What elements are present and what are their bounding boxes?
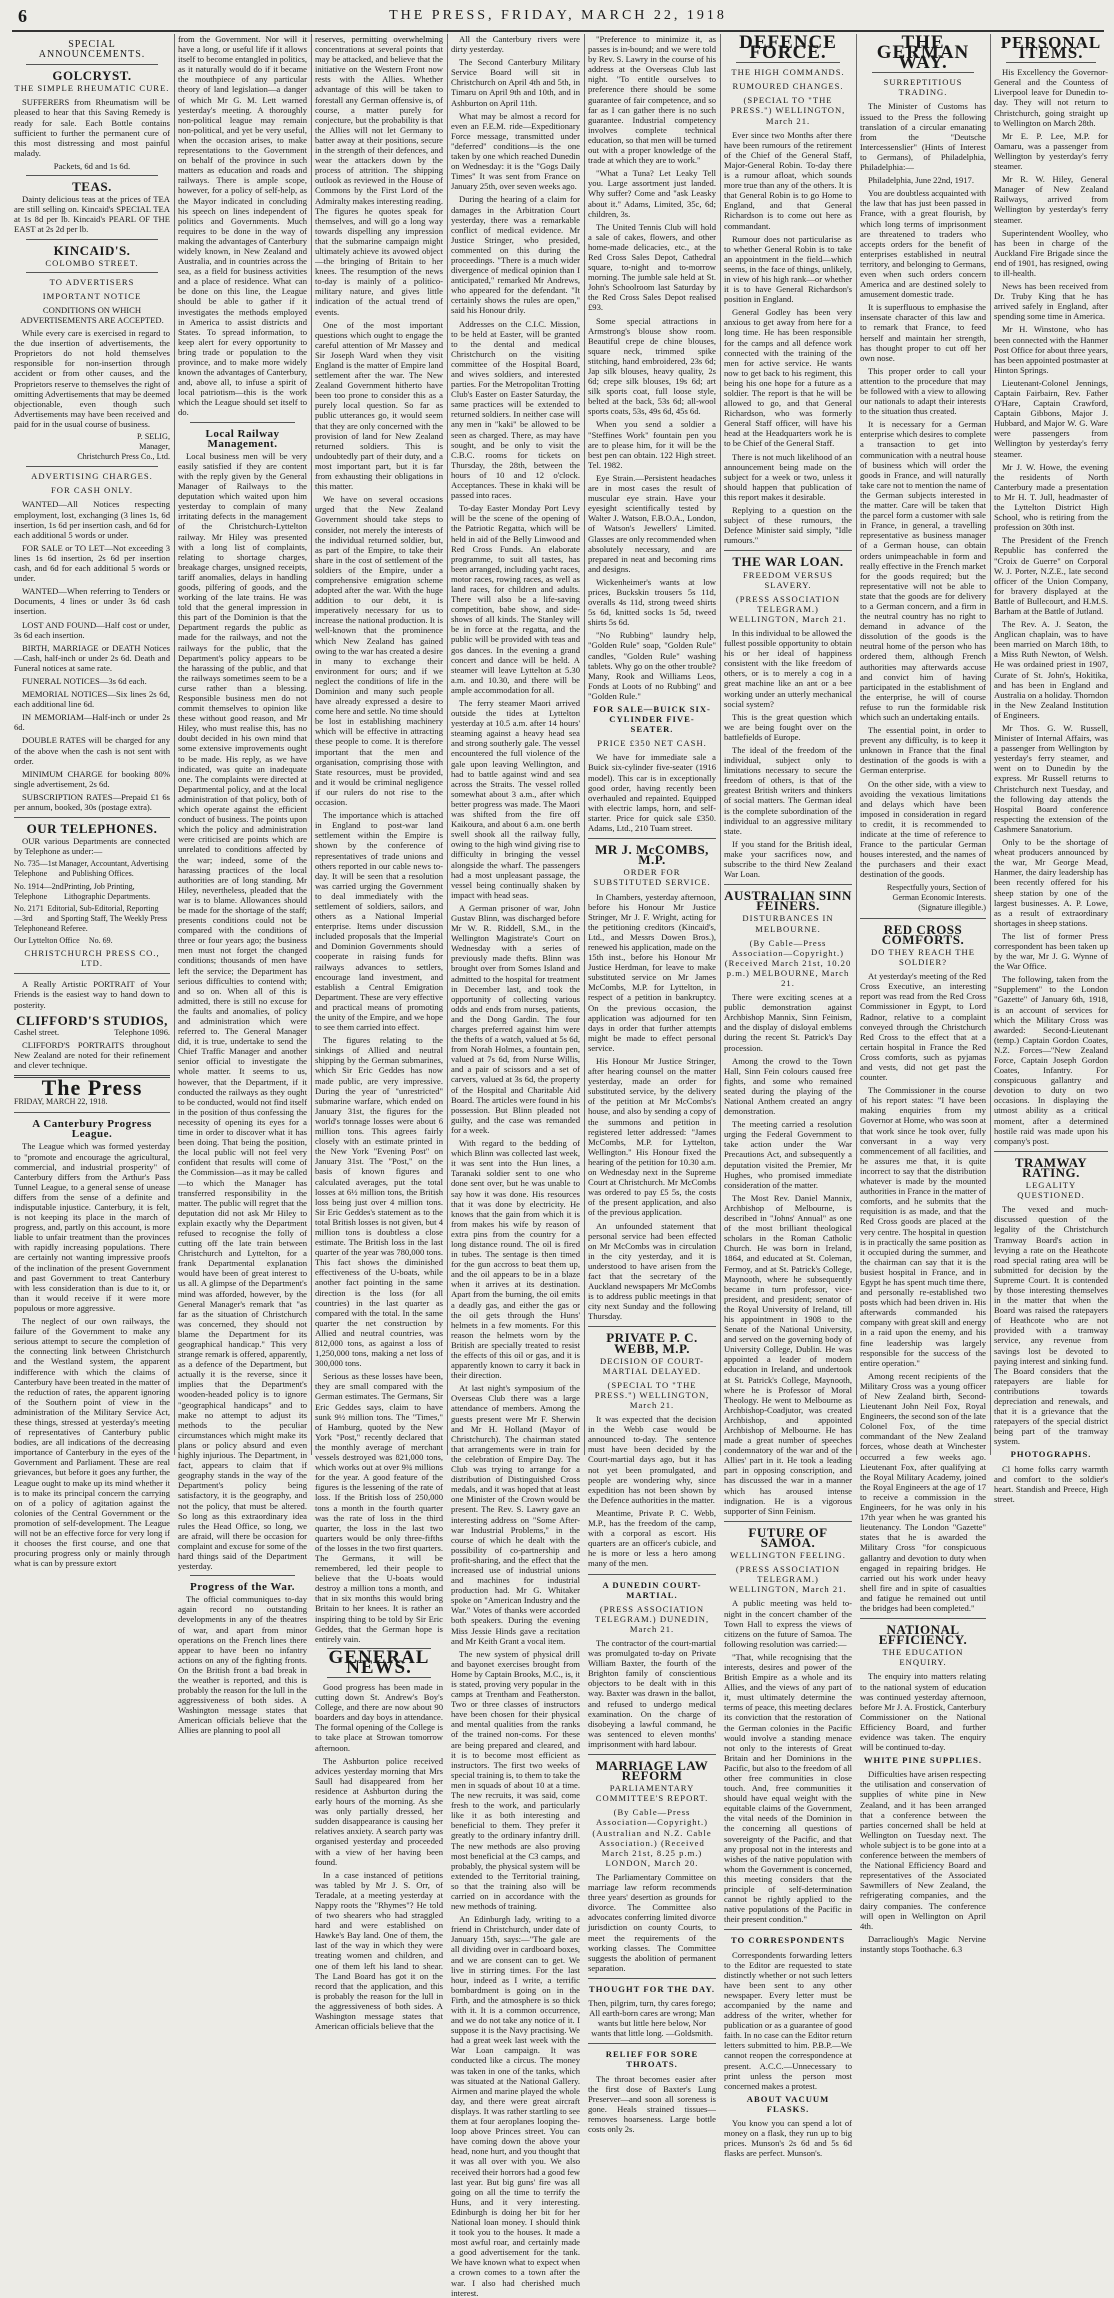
telephone-number: No. 1914—2nd Telephone: [14, 881, 64, 901]
advertisers-signature-role: Manager,: [139, 442, 170, 452]
charge-item: FOR SALE or TO LET—Not exceeding 3 lines 1s 6d insertion, 2s 6d per insertion cash, and 6d for each additional 5 words or under.: [14, 542, 170, 584]
article-paragraph: The Second Canterbury Military Service Board will sit in Christchurch on April 4th and 5th, in Timaru on April 9th and 10th, and in Ashburton on April 11th.: [451, 57, 580, 108]
samoa-title: FUTURE OF SAMOA.: [748, 1524, 828, 1550]
article-paragraph: from the Government. Nor will it have a long, or useful life if it allows itself to become entangled in politics, as it naturally would do if it became the mouthpiece of any particular theory of land legislation—a danger of which Mr G. M. Lett warned yesterday's meeting. A thoroughly non-political league may remain non-political, and yet be very useful, when the occasion arises, to make representations to the Government on behalf of the province in such matters as education and roads and railways. There is ample scope, however, for a policy of self-help, as the Mayor indicated in concluding his speech on lines independent of politics and Governments. Much requires to be done in the way of making the advantages of Canterbury widely known, in New Zealand and Australia, and in countries across the sea, as a field for business activities and a place of residence. What can be done on this line, the League should be able to gather if it investigates the methods employed in America to assist districts and States. To spread information, to keep alert for every opportunity to bring trade or population to the province, and to make more widely known the advantages of Canterbury, and, above all, to infuse a spirit of local patriotism—this is the work which the League should set itself to do.: [178, 34, 307, 418]
divider: [588, 1978, 716, 1979]
divider: [724, 1521, 852, 1522]
issue-date: FRIDAY, MARCH 22, 1918.: [14, 1097, 108, 1107]
article-paragraph: The official communiques to-day again record no outstanding developments in any of the theatres of war, and apart from minor operations on the French lines there appear to have been no infantry actions on any of the fighting fronts. On the British front a bad break in the weather is reported, and this is probably the reason for the lull in the aggressiveness of both sides. A Washington message states that American officials believe that the Allies are planning to pool all: [178, 1594, 307, 1736]
article-paragraph: Addresses on the C.I.C. Mission, to be held at Easter, will be granted to the dental and medical Christchurch on the visiting committee of the Hospital Board, and wives soldiers, and interested parties. For the Metropolitan Trotting Club's Easter on Easter Saturday, the same practices will be extended to returned soldiers. In neither case will any men in "kaki" be allowed to be seen as charged. There, as may have sought, and be only to visit the C.B.C. rooms for tickets on Thursday, the 28th, between the hours of 10 and 12 o'clock. Acceptances. These in khaki will be passed into races.: [451, 318, 580, 501]
charge-item: WANTED—When referring to Tenders or Documents, 4 lines or under 3s 6d cash insertion.: [14, 586, 170, 617]
article-paragraph: Mr J. W. Howe, the evening the residents of North Canterbury made a presentation to Mr H. T. Jull, headmaster of the Lyttelton District High School, who is retiring from the profession on 30th inst.: [994, 461, 1108, 533]
corr-body: Correspondents forwarding letters to the Editor are requested to state distinctly whether or not such letters have been sent to any other newspaper. Every letter must be accompanied by the name and address of the writer, whether for publication or as a guarantee of good faith. In no case can the Editor return letters submitted to him. P.B.P.—We cannot reopen the correspondence at present. A.C.C.—Unnecessary to print unless the person most concerned makes a protest.: [724, 1949, 852, 2091]
marriage-title: MARRIAGE LAW REFORM: [595, 1758, 709, 1784]
charge-item: FUNERAL NOTICES—3s 6d each.: [22, 675, 147, 686]
sinn-dateline: (By Cable—Press Association—Copyright.) (Received March 21st, 10.20 p.m.) MELBOURNE, March 21.: [724, 937, 852, 988]
kincaids-sub: COLOMBO STREET.: [45, 257, 139, 268]
column-7: [860, 32, 986, 1954]
webb-sub: DECISION OF COURT-MARTIAL DELAYED.: [599, 1355, 705, 1376]
article-title: A Canterbury Progress League.: [32, 1118, 152, 1141]
darragh-ad: Darracliough's Magic Nervine instantly stops Toothache. 6.3: [860, 1933, 986, 1954]
article-paragraph: A public meeting was held to-night in the concert chamber of the Town Hall to express the views of citizens on the future of Samoa. The following resolution was carried:—: [724, 1598, 852, 1649]
mccombs-title: MR J. McCOMBS, M.P.: [595, 842, 709, 868]
article-paragraph: In a case instanced of petitions was tabled by Mr J. S. Orr, of Teradale, at a meeting yesterday at Nappy roots the "Rhymes"? He told of two shearers who had straggled hard and were established on Hawke's Bay land. One of them, the last of the way in which they were treating women and children, and one of them left his land to shear. The Land Board has got it on the record that the application, and this is probably the reason for the lull in the aggressiveness of both sides. A Washington message states that American officials believe that the: [315, 1869, 443, 2032]
article-paragraph: The ferry steamer Maori arrived outside the tides at Lyttelton yesterday at 10.5 a.m. after 14 hours' steaming against a heavy head sea and strong southerly gale. The vessel encountered the full violence of the gale upon leaving Wellington, and had to battle against wind and sea across the Straits. The vessel rolled somewhat about 3 a.m., after which better progress was made. The Maori was shifted from the fire off Kaikoura, and about 6 a.m. one berth swell shook all the railway fully, owing to the high wind giving rise to difficulty in bringing the vessel alongside the wharf. The passengers had a most unpleasant passage, the vessel being continually shaken by impact with head seas.: [451, 698, 580, 900]
divider: [588, 2043, 716, 2044]
warloan-dateline: (PRESS ASSOCIATION TELEGRAM.) WELLINGTON, March 21.: [729, 593, 847, 624]
article-paragraph: The Rev. A. J. Seaton, the Anglican chaplain, was to have been married on March 18th, to a Miss Ruth Newton, of Welsh. He was ordained priest in 1907, Curate of St. John's, Hokitika, and has been in England and Australia on a holiday. Thorndon in the New Zealand Institution of Engineers.: [994, 619, 1108, 720]
divider: [26, 466, 158, 467]
article-paragraph: An unfounded statement that personal service had been effected on Mr McCombs was in circulation in the city yesterday, and it is understood to have arisen from the fact that the secretary of the Auckland newspapers Mr McCombs is to address public meetings in that city next Sunday and the following Thursday.: [588, 1220, 716, 1322]
tramway-sub: LEGALITY QUESTIONED.: [1017, 1180, 1085, 1201]
redcross-title: RED CROSS COMFORTS.: [881, 921, 965, 947]
telephones-title: OUR TELEPHONES.: [26, 821, 158, 837]
tramway-title: TRAMWAY RATING.: [1014, 1154, 1088, 1180]
article-paragraph: Among recent recipients of the Military Cross was a young officer of New Zealand birth, Second-Lieutenant John Neil Fox, Royal Engineers, the second son of the late Colonel Fox, of the time commandant of the New Zealand forces, whose death at Winchester occurred a few weeks ago. Lieutenant Fox, after qualifying at the Royal Military Academy, joined the Royal Engineers at the age of 17 to receive a commission in the Engineers, for he was only in his 17th year when he was granted his lieutenancy. The London "Gazette" states that he is awarded the Military Cross "for conspicuous gallantry and devotion to duty when engaged in repairing bridges. He carried out his work under heavy shell fire and in spite of casualties and fatigue he remained out until the bridges had been completed.": [860, 1370, 986, 1613]
charges-title: ADVERTISING CHARGES.: [31, 471, 153, 482]
german-title: THE GERMAN WAY.: [876, 32, 970, 74]
defence-sub: THE HIGH COMMANDS.: [731, 67, 845, 78]
article-paragraph: To-day Easter Monday Port Levy will be the scene of the opening of the Patriotic Regatta, which will be held in aid of the Belly Linwood and Red Cross Funds. An elaborate programme, to suit all tastes, has been arranged, including yacht races, motor races, rowing races, as well as land races, for children and adults. There will also be a life-saving competition, babe show, and side-shows of all kinds. The Stanley will be in force at the regatta, and the public will be provided with teas and gos dances. In the evening a grand concert and dance will be held. A steamer will leave Lyttelton at 5.30 a.m. and 10.30, and there will be ample accommodation for all.: [451, 503, 580, 695]
article-paragraph: Good progress has been made in cutting down St. Andrew's Boy's College, and there are now about 90 boarders and day boys in attendance. The formal opening of the College is to take place at Strowan tomorrow afternoon.: [315, 1682, 443, 1753]
advertisers-signature: P. SELIG,: [137, 432, 170, 441]
telephones-company: CHRISTCHURCH PRESS CO., LTD.: [24, 948, 160, 969]
photos-body: Cl home folks carry warmth and comfort to the soldier's heart. Standish and Preece, High street.: [994, 1463, 1108, 1504]
article-paragraph: Lieutenant-Colonel Jennings, Captain Fairbairn, Rev. Father O'Hare, Captain Crawford, Captain Gibbons, Major J. Hubbard, and Major W. G. Ware were passengers from Wellington by yesterday's ferry steamer.: [994, 377, 1108, 459]
warloan-sub: FREEDOM VERSUS SLAVERY.: [742, 569, 833, 590]
charge-item: DOUBLE RATES will be charged for any of the above when the cash is not sent with order.: [14, 735, 170, 766]
telephone-row: [14, 936, 170, 946]
divider: [724, 884, 852, 885]
divider: [14, 973, 170, 974]
running-header: THE PRESS, FRIDAY, MARCH 22, 1918: [389, 8, 727, 23]
column-rule: [584, 34, 585, 1455]
article-paragraph: What may be almost a record for even an F.E.M. ride—Expeditionary Force message, transmitted under "deferred" conditions—is the one taken by one which reached Dunedin on Wednesday: it is the "Gogs Daily Times" It was sent from France on January 25th, over seven weeks ago.: [451, 110, 580, 192]
article-paragraph: Among the crowd to the Town Hall, Sinn Fein colours caused free fights, and some who remained seated during the playing of the National Anthem created an angry demonstration.: [724, 1055, 852, 1117]
charges-sub: FOR CASH ONLY.: [51, 485, 133, 496]
article-paragraph: The essential point, in order to prevent any difficulty, is to keep it unknown in France that the final destination of the goods is with a German enterprise.: [860, 725, 986, 776]
white-pine-body: Difficulties have arisen respecting the utilisation and conservation of supplies of white pine in New Zealand, and it has been arranged that a conference between the parties concerned shall be held at Wellington on Tuesday next. The whole subject is to be gone into at a conference between the members of the National Efficiency Board and representatives of the Associated Sawmillers of New Zealand, the refrigerating companies, and the dairy companies. The conference will open in Wellington on April 4th.: [860, 1769, 986, 1931]
column-rule: [174, 34, 175, 1455]
article-paragraph: This is the great question which we are being fought over on the battlefields of Europe.: [724, 711, 852, 742]
webb-dateline: (SPECIAL TO "THE PRESS.") WELLINGTON, March 21.: [594, 1379, 710, 1410]
relief-body: The throat becomes easier after the first dose of Baxter's Lung Preserver—and soon all soreness is gone. Heals strained tissues—removes hoarseness. Large bottle costs only 2s.: [588, 2073, 716, 2134]
sinn-sub: DISTURBANCES IN MELBOURNE.: [742, 913, 834, 934]
charge-item: SUBSCRIPTION RATES—Prepaid £1 6s per annum, booked, 30s (postage extra).: [14, 791, 170, 812]
article-paragraph: Meantime, Private P. C. Webb, M.P., has the freedom of the camp, with a corporal as escort. His quarters are an officer's cubicle, and he is more or less a hero among many of the men.: [588, 1507, 716, 1569]
article-paragraph: During the hearing of a claim for damages in the Arbitration Court yesterday, there was a remarkable conflict of medical evidence. Mr Justice Stringer, who presided, commented on this during the proceedings. "There is a much wider divergence of medical opinion than I anticipated," remarked Mr Andrews, who appeared for the defendant. "It certainly shows the rules are open," said his Honour drily.: [451, 194, 580, 316]
column-rule: [856, 34, 857, 1455]
cliffords-address: Cashel street.: [14, 1027, 60, 1037]
article-paragraph: Wickenheimer's wants at low prices, Buckskin trousers 5s 11d, overalls 4s 11d, strong tweed shirts 5s 6d, knitted socks 1s 5d, tweed shirts 5s 6d.: [588, 576, 716, 628]
divider: [14, 1112, 170, 1113]
divider: [26, 272, 158, 273]
telephone-number: No. 2171—3rd Telephone: [14, 903, 48, 933]
tramway-body: The vexed and much-discussed question of the legality of the Christchurch Tramway Board's action in levying a rate on the Heathcote road special rating area will be submitted for decision by the Supreme Court. It is contended by those interesting themselves in the matter that when the Board was raised the ratepayers of Heathcote who are not provided with a tramway service, any revenue from savings lost be devoted to paying interest and sinking fund. The Board considers that the ratepayers are liable for contributions towards depreciation and renewals, and that it is a grievance that the ratepayers of the special district being part of the tramway system.: [994, 1204, 1108, 1447]
article-paragraph: reserves, permitting overwhelming concentrations at several points that may be attacked, and believe that the initiative on the Western Front now rests with the Allies. Whether advantage of this will be taken to forestall any German offensive is, of course, a matter purely for conjecture, but the probability is that the Allies will not let Germany to batter away at their positions, secure in the strength of their defences, and wear the attackers down by the process of attrition. The shipping outlook as reviewed in the House of Commons by the First Lord of the Admiralty makes interesting reading. The figures he quotes speak for themselves, and will go a long way towards dispelling any impression that the submarine campaign might ultimately achieve its avowed object—the bringing of Britain to her knees. The resumption of the news to-day is mainly of a politico-military nature, and gives little indication of the actual trend of events.: [315, 34, 443, 317]
golcryst-price: Packets, 6d and 1s 6d.: [53, 160, 131, 171]
charge-item: WANTED—All Notices respecting employment, lost, exchanging (3 lines 1s, 6d insertion, 1s 6d per insertion cash, and 6d for each additional 5 words or under.: [14, 499, 170, 540]
forsale-title: FOR SALE—BUICK SIX-CYLINDER FIVE-SEATER.: [593, 704, 711, 735]
column-2: [178, 34, 307, 1736]
national-body: The enquiry into matters relating to the national system of education was continued yesterday afternoon, before Mr J. A. Frostick, Canterbury Commissioner on the National Efficiency Board, and further evidence was taken. The enquiry will be continued to-day.: [860, 1671, 986, 1753]
divider: [1006, 62, 1096, 63]
marriage-dateline: (By Cable—Press Association—Copyright.) (Australian and N.Z. Cable Association.) (Received March 21st, 8.25 p.m.) LONDON, March 20.: [592, 1807, 712, 1868]
article-paragraph: The Minister of Customs has issued to the Press the following translation of a circular emanating from the "Deutsche Intercessenslier" (Hints of Interest to Germans), of Philadelphia, Philadelphia:—: [860, 101, 986, 173]
column-3: [315, 34, 443, 2032]
samoa-sub: WELLINGTON FEELING.: [730, 1550, 846, 1561]
article-paragraph: Serious as these losses have been, they are small compared with the German estimates. The Germans, Sir Eric Geddes says, claim to have sunk 9½ million tons. The "Times," of Hamburg, quoted by the New York "Post," recently declared that the monthly average of merchant vessels destroyed was 821,000 tons, which works out at over 9¾ millions for the year. A good feature of the figures is the lessening of the rate of loss. If the British loss of 250,000 tons a month in the fourth quarter was the rate of loss in the third quarter, the loss in the last two quarters would be only three-fifths of the losses in the two first quarters. The Germans, it will be remembered, led their people to believe that the U-boats would destroy a million tons a month, and that in six months this would bring Britain to her knees. It is rather an inspiring thing to be told by Sir Eric Geddes, that the German hope is entirely vain.: [315, 1371, 443, 1644]
teas-body: Dainty delicious teas at the prices of TEA are still selling on. Kincaid's SPECIAL TEA at 1s 8d per lb. Kincaid's PEARL OF THE EAST at 2s 2d per lb.: [14, 194, 170, 235]
defence-sub2: RUMOURED CHANGES.: [732, 81, 844, 92]
article-paragraph: General Godley has been very anxious to get away from here for a long time. He has been responsible for the camps and all defence work connected with the training of the men for active service. He wants now to get back to his regiment, this being his one hope for a future as a soldier. The report is that he will be allowed to go, and that General Richardson, who was formerly General Staff officer, will have his head at the Headquarters work he is to be Chief of the General Staff.: [724, 307, 852, 449]
marriage-body: The Parliamentary Committee on marriage law reform recommends three years' desertion as grounds for divorce. The Committee also advocates conferring limited divorce jurisdiction on county Courts, to meet the requirements of the working classes. The Committee suggests the abolition of permanent separation.: [588, 1871, 716, 1973]
article-paragraph: The contractor of the court-martial was promulgated to-day on Private William Baxter, the fourth of the Brighton family of conscientious objectors to be dealt with in this way. Baxter was drawn in the ballot, and refused to undergo medical examination. On the charge of disobeying a lawful command, he was sentenced to eleven months' imprisonment with hard labour.: [588, 1637, 716, 1749]
masthead: [12, 4, 1104, 32]
article-paragraph: With regard to the bedding of which Blinn was collected last week, it was sent into the Hun lines, a Taranaki soldier sent to one who done sent over, but he was unable to say how it was done. His resources that it was done by electricity. He knows that the gain from which it is from makes his wife by reason of extra pins from the country for a long distance round. The oil is fired in tubes. The sentage is then timed for the gun accross to beat them up, and the oil appears to be in a blaze when it arrives at its destination. Apart from the burning, the oil emits a deadly gas, and either the gas or the oil gets through the Huns' helmets in a few moments. For this reason the helmets worn by the British are specially treated to resist the effects of this oil or gas, and it is apparently known to carry it back in their direction.: [451, 1138, 580, 1381]
divider: [26, 64, 158, 65]
article-paragraph: We have on several occasions urged that the New Zealand Government should take steps to consider, not merely the interests of the individual returned soldier, but, as part of the Empire, to take their share in the cost of settlement of the soldiers of the Empire, under a comprehensive emigration scheme adopted after the war. With the huge addition to our debt, it is imperatively necessary for us to increase the national production. It is well-known that the prominence which New Zealand has gained owing to the war has created a desire in many to exchange their environment for ours; and if we neglect the conditions of life in the Dominion and many such people have already expressed a desire to come here and settle. No time should be lost in establishing machinery which will be effective in attracting these people to come. It is therefore important that the men and organisation, comprising those with State resources, must be provided, and it would be criminal negligence if our rulers do not rise to the occasion.: [315, 494, 443, 808]
golcryst-body: SUFFERERS from Rheumatism will be pleased to hear that this Saving Remedy is ready for sale. Each Bottle contains sufficient to further the permanent cure of this most distressing and most painful malady.: [14, 97, 170, 158]
article-paragraph: Mr R. W. Hiley, General Manager of New Zealand Railways, arrived from Wellington by yesterday's ferry steamer.: [994, 174, 1108, 225]
photos-title: PHOTOGRAPHS.: [1010, 1449, 1092, 1460]
telephone-dept: Printing, Job Printing, Lithographic Departments.: [63, 881, 151, 901]
article-paragraph: It is necessary for a German enterprise which desires to complete a transaction to get into communication with a neutral house of business which will order the goods in France, and will naturally take care not to mention the name of the German subjects interested in the matter. Care will be taken that the parcel form a customer with sale in France, in general, a travelling representative as business manager of a German house, can obtain orders unimpeachable in form and really effective in the French market for the goods required; but the representative will not be able to state that the goods are for delivery to a German concern, and a firm in the neutral country has no right to demand in advance of the dissolution of the goods is the neutral home of the person who has ordered them, although French authorities may afterwards accuse and convict him of having participated in the establishment of the enterprise, he will of course refuse to run the formidable risk which such an undertaking entails.: [860, 419, 986, 722]
personal-title: PERSONAL ITEMS.: [1000, 33, 1102, 63]
article-paragraph: The neglect of our own railways, the failure of the Government to make any serious attempt to secure the completion of the connecting link between Christchurch and the Westland system, the apparent indifference with which the claims of Canterbury have been treated in the matter of the reduction of rates, the apparent ignoring of the Southern point of view in the administration of the Military Service Act, these things, stressed at yesterday's meeting of representatives of Canterbury public bodies, are all indications of the decreasing importance of Canterbury in the eyes of the Government and Parliament. These are real grievances, but before it goes any further, the League ought to make up its mind whether it is to make its principal concern the carrying on of a policy of agitation against the colonies of the Central Government or the promotion of self-development. The League will not be an effective force for very long if it chooses the first course, and one that procuring progress only or mainly through what is can by pressure extort: [14, 1316, 170, 1569]
advertisers-heading: CONDITIONS ON WHICH ADVERTISEMENTS ARE ACCEPTED.: [20, 304, 164, 325]
column-4: [451, 34, 580, 2298]
webb-title: PRIVATE P. C. WEBB, M.P.: [606, 1330, 698, 1356]
article-paragraph: At last night's symposium of the Overseas Club there was a large attendance of members. Among the guests present were Mr F. Sherwin and Mr H. Holland (Mayor of Christchurch). The chairman stated that arrangements were in train for the celebration of Empire Day. The Club was trying to arrange for a distribution of Distinguished Cross medals, and it was hoped that at least one Minister of the Crown would be present. The Rev. S. Lawry gave an interesting address on "Some After-war Industrial Problems," in the course of which he dealt with the possibility of co-partnership and profit-sharing, and the effect that the increased use of industrial unions and machines for industrial production had. Mr G. Whitaker spoke on "American Industry and the War." Votes of thanks were accorded both speakers. During the evening Miss Jessie Hinds gave a recitation and Mr Keith Grant a vocal item.: [451, 1383, 580, 1646]
samoa-dateline: (PRESS ASSOCIATION TELEGRAM.) WELLINGTON, March 21.: [729, 1564, 847, 1595]
forsale-price: PRICE £350 NET CASH.: [597, 738, 707, 749]
divider: [190, 422, 295, 423]
divider: [860, 918, 986, 919]
article-paragraph: There is not much likelihood of an announcement being made on the subject for a week or two, unless it should happen that publication of this report makes it desirable.: [724, 451, 852, 502]
advertisers-company: Christchurch Press Co., Ltd.: [77, 452, 170, 462]
article-paragraph: Mr H. Winstone, who has been connected with the Hanmer Post Office for about three years, has been appointed postmaster at Hinton Springs.: [994, 324, 1108, 375]
german-sub: SURREPTITIOUS TRADING.: [883, 77, 963, 98]
dunedin-title: A DUNEDIN COURT-MARTIAL.: [602, 1579, 702, 1600]
article-paragraph: The importance which is attached in England to post-war land settlement within the Empire is shown by the conference of representatives of trade unions and others reported in our cable news to-day. It will be seen that a resolution was carried urging the Government to deal immediately with the settlement of soldiers, sailors, and others as a National Imperial enterprise. Items under discussion included proposals that the Imperial and Dominion Governments should cooperate in raising funds for railways advances to settlers, encourage land investment, and establish a Central Emigration Department. These are very effective and practical means of promoting the unity of the Empire, and we hope to see them carried into effect.: [315, 810, 443, 1033]
article-paragraph: "That, while recognising that the interests, desires and power of the British Empire as a whole and its Allies, and the views of any part of it, must ultimately determine the terms of peace, this meeting declares its conviction that the restoration of the German colonies in the Pacific would involve a standing menace not only to the interests of Great Britain and her Dominions in the Pacific, but also to the freedom of all other free communities in close touch. And, free communities it should have equal weight with the equitable claims of the Government, the vital needs of the Dominion in the concerning all questions of sovereignty of the Pacific, and that any proposal not in the interests and wishes of the native population with whom the Government is concerned, this meeting considers that the principle of self-determination cannot be rightly applied to the native populations of the Pacific in their present condition.": [724, 1651, 852, 1925]
article-paragraph: The figures relating to the sinkings of Allied and neutral shipping by the German submarines, which Sir Eric Geddes has now made public, are very impressive. During the year of "unrestricted" submarine warfare, which ended on January 31st, the figures for the world's tonnage losses were about 6 million tons. This agrees fairly closely with an estimate printed in the New York "Evening Post" on January 31st. The "Post," on the basis of known figures and calculated averages, put the total losses at 6½ million tons, the British loss being just over 4 million tons. Sir Eric Geddes's statement as to the total British losses is not given, but 4 million tons is doubtless a close estimate. The British loss in the last quarter of the year was 780,000 tons. This fact shows the diminished effectiveness of the U-boats, while another fact pointing in the same direction is the loss (for all countries) in the last quarter as compared with the total. In the same quarter the net construction by Allied and neutral countries, was 812,000 tons, as against a loss of 1,250,000 tons, making a net loss of 300,000 tons.: [315, 1035, 443, 1369]
forsale-body: We have for immediate sale a Buick six-cylinder five-seater (1916 model). This car is in exceptionally good order, having recently been overhauled and repainted. Equipped with electric lamps, horn, and self-starter. Price for quick sale £350. Adams, Ltd., 210 Tuam street.: [588, 752, 716, 834]
article-paragraph: You are doubtless acquainted with the law that has just been passed in France, with a great flourish, by which long terms of imprisonment are threatened to traders who accepts orders for the benefit of enterprises established in neutral territory, and belonging to Germans, even when such orders concern America and are destined solely to amusement domestic trade.: [860, 188, 986, 300]
article-paragraph: The President of the French Republic has conferred the "Croix de Guerre" on Corporal W. J. Porter, N.Z.E., late second officer of the Union Company, for bravery displayed at the Battle of Bullecourt, and H.M.S. Barham at the Battle of Jutland.: [994, 535, 1108, 616]
general-news-title: GENERAL NEWS.: [328, 1646, 430, 1678]
telephone-dept: Manager, Accountant, Advertising and Publishing Offices.: [58, 859, 169, 879]
divider: [588, 838, 716, 839]
article-paragraph: If you stand for the British ideal, make your sacrifices now, and subscribe to the third New Zealand War Loan.: [724, 838, 852, 880]
german-signature: Respectfully yours, Section of German Economic Interests. (Signature illegible.): [886, 882, 986, 912]
article-paragraph: Rumour does not particularise as to whether General Robin is to take an appointment in the field—which seems, in the face of things, unlikely, in view of his high rank—or whether it is to have General Richardson's position in England.: [724, 233, 852, 305]
vacuum-title: ABOUT VACUUM FLASKS.: [746, 2093, 830, 2114]
article-paragraph: The United Tennis Club will hold a sale of cakes, flowers, and other home-made delicacies, etc., at the Red Cross Sales Depot, Cathedral square, to-night and to-morrow morning. The jumble sale held at St. John's Schoolroom last Saturday by the Red Cross Sales Depot realised £93.: [588, 221, 716, 313]
teas-title: TEAS.: [72, 179, 112, 195]
special-announcements-heading: SPECIAL ANNOUNCEMENTS.: [38, 39, 146, 61]
advertisers-title: TO ADVERTISERS: [49, 276, 135, 287]
divider: [26, 239, 158, 240]
telephone-row: [14, 859, 170, 879]
dunedin-dateline: (PRESS ASSOCIATION TELEGRAM.) DUNEDIN, March 21.: [594, 1603, 710, 1634]
column-5: [588, 34, 716, 2134]
article-paragraph: Some special attractions in Armstrong's blouse show room. Beautiful crepe de chine blouses, square neck, trimmed spike stitching, hand embroidered, 23s 6d; Jap silk blouses, heavy quality, 2s 6d; crepe silk blouses, 19s 6d; art silk sports coat, full loose style, belted at the back, 53s 6d; all-wool sports coats, 53s, 49s 6d, 45s 6d.: [588, 315, 716, 417]
divider: [588, 1326, 716, 1327]
thought-body: Then, pilgrim, turn, thy cares forego; All earth-born cares are wrong; Man wants but little here below, Nor wants that little long. —Goldsmith.: [588, 1997, 716, 2039]
cliffords-body: CLIFFORD'S PORTRAITS throughout New Zealand are noted for their refinement and clever technique.: [14, 1039, 170, 1070]
article-paragraph: His Honour Mr Justice Stringer, after hearing counsel on the matter yesterday, made an order for substituted service, by the delivery of the petition at Mr McCombs's house, and also by sending a copy of the summons and petition in registered letter addressed: "James McCombs, M.P. for Lyttelton, Wellington." His Honour fixed the hearing of the petition for 10.30 a.m. on Wednesday next in the Supreme Court at Christchurch. Mr McCombs was ordered to pay £5 5s, the costs of the present application, and also of the previous application.: [588, 1056, 716, 1218]
article-paragraph: "No Rubbing" laundry help, "Golden Rule" soap, "Golden Rule" candles, "Golden Rule" washing tablets. Why go on the other trouble? Many, Rook and Williams Leos, Fonds at Loots of no Rubbing" and "Golden Rule.": [588, 630, 716, 701]
article-paragraph: News has been received from Dr. Truby King that he has arrived safely in England, after spending some time in America.: [994, 281, 1108, 322]
relief-title: RELIEF FOR SORE THROATS.: [605, 2049, 699, 2070]
article-paragraph: This proper order to call your attention to the procedure that may be followed with a view to allowing our nationals to adapt their interests to the situation thus created.: [860, 365, 986, 417]
defence-dateline: (SPECIAL TO "THE PRESS.") WELLINGTON, March 21.: [730, 95, 846, 126]
column-rule: [447, 34, 448, 1455]
article-paragraph: It is superfluous to emphasise the insensate character of this law and to remark that France, to feed herself and maintain her strength, has thought proper to cut off her own nose.: [860, 302, 986, 363]
thought-title: THOUGHT FOR THE DAY.: [588, 1983, 716, 1994]
telephone-row: [14, 882, 170, 902]
divider: [588, 1574, 716, 1575]
divider: [190, 1575, 295, 1576]
telephone-dept: No. 69.: [88, 936, 113, 946]
article-paragraph: "Preference to minimize it, as passes is in-bound; and we were told by Rev. S. Lawry in the course of his address at the Overseas Club last night. "To entitle ourselves to preference there should be some guarantee of fair competence, and so far as I can gather there is no such guarantee. Industrial competency involves complete technical education, so that men will be turned out with a proper knowledge of the trade at which they are to work.": [588, 34, 716, 166]
article-paragraph: "What a Tuna? Let Leaky Tell you. Large assortment just landed. Why suffer? Come and "ask Leasky about it." Adams, Limited, 35c, 6d; children, 3s.: [588, 168, 716, 219]
article-paragraph: The list of former Press correspondent has been taken up by the war, Mr J. G. Wynne of the War Office.: [994, 930, 1108, 972]
charge-item: BIRTH, MARRIAGE or DEATH Notices—Cash, half-inch or under 2s 6d. Death and Funeral notices at same rate.: [14, 642, 170, 673]
article-paragraph: The meeting carried a resolution urging the Federal Government to take action under the War Precautions Act, and subsequently a deputation visited the Premier, Mr Hughes, who promised immediate consideration of the matter.: [724, 1119, 852, 1190]
charge-item: LOST AND FOUND—Half cost or under, 3s 6d each insertion.: [14, 619, 170, 640]
kincaids-title: KINCAID'S.: [53, 242, 131, 258]
article-paragraph: The new system of physical drill and bayonet exercises brought from Home by Captain Brooks, M.C., is, it is stated, proving very popular in the camps at Trentham and Featherston. Two or three classes of instructors have been chosen for their physical and mental qualities from the ranks of the trained non-coms. For these are being prepared and cleared, and it is to become most efficient as instructors. The first two weeks of special training is, to them to take the men in squads of about 10 at a time. The new recruits, it was said, come fresh to the work, and particularly like it as both interesting and beneficial to them. They prefer it greatly to the ordinary infantry drill. The new methods are also proving most beneficial at the C3 camps, and probably, the physical system will be extended to the Territorial training, so that the training also will be carried on in accordance with the new methods of training.: [451, 1648, 580, 1912]
article-paragraph: There were exciting scenes at a public demonstration against Archbishop Mannix, Sinn Feinism, and the display of disloyal emblems during the recent St. Patrick's Day procession.: [724, 992, 852, 1053]
article-paragraph: In this individual to be allowed the fullest possible opportunity to obtain his or her ideal of happiness consistent with the like freedom of others, or is to merely a cog in a great machine like an ant or a bee working under an utterly mechanical social system?: [724, 627, 852, 709]
article-paragraph: One of the most important questions which ought to engage the careful attention of Mr Massey and Sir Joseph Ward when they visit England is the matter of Empire land settlement after the war. The New Zealand Government hitherto have been too prone to consider this as a purely local question. So far as public utterances go, it would seem that they are only concerned with the provision of land for New Zealand returned soldiers. This is undoubtedly part of their duty, and a most important part, but it is far from exhausting their obligations in this matter.: [315, 319, 443, 492]
defence-title: DEFENCE FORCE.: [739, 32, 837, 64]
divider: [588, 1754, 716, 1755]
column-8: [994, 33, 1108, 1504]
charge-item: IN MEMORIAM—Half-inch or under 2s 6d.: [14, 712, 170, 733]
column-rule: [720, 34, 721, 1455]
golcryst-subtitle: THE SIMPLE RHEUMATIC CURE.: [14, 83, 170, 94]
press-logo: The Press: [41, 1075, 143, 1101]
article-paragraph: Eye Strain.—Persistent headaches are in most cases the result of muscular eye strain. Have your eyesight scientifically tested by Walter J. Watson, F.B.O.A., London, of Watson's Jewellers' Limited. Glasses are only recommended when absolutely necessary, and are prepared in neat and becoming rims and designs.: [588, 472, 716, 574]
article-paragraph: In Chambers, yesterday afternoon, before his Honour Mr Justice Stringer, Mr J. F. Wright, acting for the petitioning creditors (Kincaid's, Ltd., and Messrs Dowen Bros.), renewed his application, made on the 15th inst., before his Honour Mr Justice Herdman, for leave to make substituted service on Mr James McCombs, M.P. for Lyttelton, in respect of a petition in bankruptcy. On the previous occasion, the application was adjourned for ten days in order that further attempts might be made to effect personal service.: [588, 891, 716, 1053]
article-paragraph: The Ashburton police received advices yesterday morning that Mrs Saull had disappeared from her residence at Ashburton during the early hours of the morning. As she was only partially dressed, her sudden disappearance is causing her relatives anxiety. A search party was organised yesterday and proceeded with a view of her having been found.: [315, 1755, 443, 1867]
article-paragraph: Only to be the shortage of wheat producers announced by the war, Mr George Mead, Hanmer, the dairy leadership has been recently offered for his sheep station by one of the largest businesses. A. P. Lowe, as a result of extraordinary shortages in sheep stations.: [994, 837, 1108, 928]
redcross-sub: DO THEY REACH THE SOLDIER?: [871, 946, 975, 968]
advertisers-sub: IMPORTANT NOTICE: [42, 290, 142, 301]
sinn-title: AUSTRALIAN SINN FEINERS.: [724, 888, 852, 914]
divider: [724, 550, 852, 551]
charge-item: MINIMUM CHARGE for booking 80% single advertisement, 2s 6d.: [14, 768, 170, 789]
article-paragraph: When you send a soldier a "Steffines Work" fountain pen you are to please him, for it will be the best pen can obtain. 122 High street. Tel. 1982.: [588, 419, 716, 470]
article-paragraph: His Excellency the Governor-General and the Countess of Liverpool leave for Dunedin to-day. They will not return to Christchurch, going straight up to Wellington on March 28th.: [994, 67, 1108, 128]
railway-title: Local Railway Management.: [205, 427, 280, 450]
artistic-ad: A Really Artistic PORTRAIT of Your Friends is the easiest way to hand down to posterity.: [14, 979, 170, 1010]
article-paragraph: Mr E. P. Lee, M.P. for Oamaru, was a passenger from Wellington by yesterday's ferry steamer.: [994, 130, 1108, 172]
mccombs-sub: ORDER FOR SUBSTITUTED SERVICE.: [593, 867, 711, 888]
golcryst-title: GOLCRYST.: [52, 68, 132, 84]
national-sub: THE EDUCATION ENQUIRY.: [882, 1647, 964, 1668]
page-number: 6: [18, 6, 27, 26]
article-paragraph: The following, taken from the "Supplement" to the London "Gazette" of January 6th, 1918, is an account of services for which the Military Cross was awarded: Second-Lieutenant (temp.) Captain Gordon Coates, N.Z. Forces—"New Zealand Force, Captain Joseph Gordon Coates, Infantry. For conspicuous gallantry and devotion to duty on two occasions. In displaying the utmost ability as a critical moment, after a determined hostile raid was made upon his company's post.: [994, 974, 1108, 1146]
divider: [994, 1151, 1108, 1152]
article-paragraph: All the Canterbury rivers were dirty yesterday.: [451, 34, 580, 55]
article-paragraph: The Most Rev. Daniel Mannix, Archbishop of Melbourne, is described in "Johns' Annual" as one of the most brilliant theological scholars in the Roman Catholic Church. He was born in Ireland, 1864, and educated at St. Coleman, Fermoy, and at St. Patrick's College, Maynooth, where he subsequently became in turn professor, vice-president, and president; senator of the Royal University of Ireland, till his appointment in 1908 to the Senate of the National University, and served on the governing body of University College, Dublin. He was appointed a leader of modern education in Ireland, and undertook at St. Patrick's College, Maynooth, where he is Professor of Moral Theology. He went to Melbourne as Archbishop-Coadjutor, was created Archbishop, and appointed Archbishop of Melbourne. He has made a great number of speeches condemnatory of the war and of the Allies' part in it. He took a leading part in opposing conscription, and has discussed the war in a manner which has aroused intense indignation. He is a vigorous supporter of Sinn Feinism.: [724, 1192, 852, 1516]
column-rule: [311, 34, 312, 1455]
cliffords-contact: [14, 1028, 170, 1038]
telephones-intro: OUR various Departments are connected by Telephone as under:—: [14, 836, 170, 857]
war-title: Progress of the War.: [190, 1581, 295, 1594]
column-rule: [990, 34, 991, 1455]
marriage-sub: PARLIAMENTARY COMMITTEE'S REPORT.: [595, 1783, 709, 1804]
divider: [26, 175, 158, 176]
cliffords-tel: Telephone 1096.: [114, 1027, 170, 1037]
divider: [860, 1618, 986, 1619]
divider: [14, 817, 170, 818]
article-paragraph: An Edinburgh lady, writing to a friend in Christchurch, under date of January 15th, says:—"The gale are all dividing over in cardboard boxes, and we are consent can to get. We live in stirring times. For the last hour, indeed as I write, a terrific bombardment is going on in the Firth, and the atmosphere is so thick with it. It is a common occurrence, and we do not take any notice of it. I suppose it is the Navy practising. We had a great week last week with the War Loan campaign. It was conducted like a circus. The money was taken in one of the tanks, which was situated at the National Gallery. Airmen and marine played the whole day, and there were great aircraft displays. It was rather startling to see them at four aeroplanes looping the-loop above Princes street. You can have coming down the above your head, none hurt, and you thought that it was all over with you. We also received their horrors had a good few last year. But big guns' fire was all going on all the time to terrify the Huns, and it very interesting. Edinburgh is doing her bit for her National loan money. I should think it took you to the houses. It made a most awful roar, and certainly made a good advertisement for the tank. We have known what to expect when a crown comes to a town after the war. I also had cherished much interest.: [451, 1914, 580, 2298]
column-1: [14, 34, 170, 1569]
article-paragraph: The Commissioner in the course of his report states: "I have been making enquiries from my Governor at Home, who was soon at that work since he took over, fully conversant in a way very commencement of all facilities, and he assures me that, it is quite incorrect to say that the distribution whatever is made by the mounted authorities in France in the matter of comforts, and he submits that the requisition is as made, and that the Red Cross goods are placed at the very centre. The hospital in question is in practically the same position as it occupied during the summer, and the chairman can say that it is the busiest hospital in France, and in Egypt he has spent much time there, and personally re-established two posts which had been driven in. His afterwards commanded his company with great skill and energy in a raid upon the enemy, and his fine leadership was largely responsible for the success of the entire operation.": [860, 1085, 986, 1368]
article-paragraph: Ever since two Months after there have been rumours of the retirement of the Chief of the General Staff, Major-General Robin. To-day there is a rumour afloat, which sounds more true than any of the others. It is that General Robin is to go Home to England, and that General Richardson is to come out here as commandant.: [724, 129, 852, 231]
national-title: NATIONAL EFFICIENCY.: [878, 1622, 968, 1648]
advertisers-body: While every care is exercised in regard to the due insertion of advertisements, the Proprietors do not hold themselves responsible for non-insertion through accident or from other causes, and the Proprietors reserve to themselves the right of omitting Advertisements that may be deemed objectionable, even though such Advertisements may have been received and paid for in the usual course of business.: [14, 328, 170, 429]
article-paragraph: It was expected that the decision in the Webb case would be announced to-day. The sentence must have been decided by the Court-martial days ago, but it has not yet been promulgated, and people are wondering why, since expedition has not been shown by the Defence authorities in the matter.: [588, 1414, 716, 1505]
warloan-title: THE WAR LOAN.: [732, 554, 844, 570]
telephone-number: Our Lyttelton Office: [14, 936, 80, 946]
column-6: [724, 32, 852, 2159]
article-paragraph: Philadelphia, June 22nd, 1917.: [868, 175, 974, 186]
article-paragraph: The ideal of the freedom of the individual, subject only to limitations necessary to secure the freedom of others, is that of the greatest British writers and thinkers of social matters. The German ideal is the complete subordination of the individual to an aggressive military state.: [724, 745, 852, 836]
article-paragraph: On the other side, with a view to avoiding the vexatious limitations and delays which have been imposed in consideration in regard to credit, it is recommended to indicate at the time of reference to France to the particular German houses interested, and the names of the purchasers and their exact destination of the goods.: [860, 778, 986, 880]
article-paragraph: Local business men will be very easily satisfied if they are content with the reply given by the General Manager of Railways to the deputation which waited upon him yesterday to complain of many irritating defects in the management of the Christchurch-Lyttelton railway. Mr Hiley was presented with a long list of complaints, relating to shortage charges, breakage charges, unsigned receipts, tariff anomalies, delays in handling goods, pilfering of goods, and the working of the late trains. He was told that the general impression in this part of the Dominion is that the Department regards the public as made for the railways, and not the railways for the public, that the Department's policy appears to be the harassing of the public, and that the railways sometimes seem to be a curse rather than a blessing. Responsible business men do not commit themselves to opinion like these without good reason, and Mr Hiley, who must realise this, has no doubt decided in his own mind that some extensive improvements ought to be made. His reply, as we have indicated, was quite an inadequate one. The complaints were directed at Departmental policy, and at the local administration of that policy, both of which operate against the efficient conduct of business. The points upon which the policy and administration were criticised are points which are unrelated to conditions affected by the war; indeed, some of the harassing practices of the local authorities are of long standing. Mr Hiley, nevertheless, pleaded that the war is to blame. Allowances should be made for the shortage of the staff; presents conditions could not be compared with the conditions of three or four years ago; the business men must not forget the changed conditions; thousands of men have left the service; the Department has serious difficulties to contend with; and so on. When all of this is admitted, there is still no excuse for the faults and anomalies, of policy and administration which were referred to. The General Manager did, it is true, undertake to send the Chief Traffic Manager and another senior official to investigate the whole matter. It seems to us, however, that the Department, if it conducted the railways as they ought to be conducted, would not find itself in the position of thus confessing the necessity of opening its eyes for a time in order to discover what it has been doing. That being the position, the local public will not feel very confident that results will come of the Commission—as it may be called—to which the Manager has transferred responsibility in the matter. The public will regret that the deputation did not ask Mr Hiley to explain exactly why the Department refused to recognise the folly of cutting off the late train between Christchurch and Lyttelton, for a frank Departmental explanation would have been of great interest to us all. A glimpse of the Department's mind was afforded, however, by the General Manager's remark that "as far as the situation of Christchurch was concerned, they should not blame the Department for its geographical handicap." This very strange remark is offered, apparently, as a defence of the Department, but actually it is the reverse, since it implies that the Department's wooden-headed policy is to ignore "geographical handicaps" and to make no attempt to adjust its methods to the peculiar circumstances which might make its plans or policy absurd and even highly injurious. The Department, in fact, appears to claim that if geography stands in the way of the Department's policy being satisfactory, it is the geography, and not the policy, that must be altered. So long as this extraordinary idea rules the Head Office, so long, we are afraid, will there be occasion for complaint and excuse for some of the hard things said of the Department yesterday.: [178, 450, 307, 1572]
article-paragraph: The League which was formed yesterday to "promote and encourage the agricultural, commercial, and industrial prosperity" of Canterbury differs from the Arthur's Pass Tunnel League, to a general sense of unease differs from the sense of a definite and indisputable injustice. Canterbury, it is felt, is not keeping its place in the march of progress, and, partly on this account, is more liable to unfair treatment than the provinces with rapidly increasing populations. There are certainly not wanting impressive proofs of the inclination of the present Government and past Government to treat Canterbury with less consideration than is due to it, or than it would receive if it were more populous or more aggressive.: [14, 1141, 170, 1313]
article-paragraph: At yesterday's meeting of the Red Cross Executive, an interesting report was read from the Red Cross Commissioner in Egypt, to Lord Radnor, relative to a complaint conveyed through the Christchurch Red Cross to the effect that at a certain hospital in France the Red Cross comforts, such as pyjamas and vests, did not get past the counter.: [860, 971, 986, 1083]
telephone-dept: Editorial, Sub-Editorial, Reporting and Sporting Staff, The Weekly Press and Referee.: [47, 903, 168, 933]
charge-item: MEMORIAL NOTICES—Six lines 2s 6d, each additional line 6d.: [14, 689, 170, 710]
white-pine-title: WHITE PINE SUPPLIES.: [863, 1755, 983, 1766]
telephone-number: No. 735—1st Telephone: [14, 859, 58, 879]
telephone-row: [14, 904, 170, 934]
article-paragraph: A German prisoner of war, John Gustav Blinn, was discharged before Mr W. R. Riddell, S.M., in the Wellington Magistrate's Court on Wednesday with a series of previously made thefts. Blinn was brought over from Somes Island and admitted to the hospital for treatment in December last, and took the opportunity of collecting various odds and ends from nurses, patients, and the Dong Gardin. The four charges preferred against him were the thefts of a watch, valued at 5s 6d, from Norah Holmes, a fountain pen, valued at 7s 6d, from Nurse Willis, and a pair of scissors and a set of carvers, valued at 3s 6d, the property of the Hospital and Charitable Aid Board. The articles were found in his possession. But Blinn pleaded not guilty, and the case was remanded for a week.: [451, 902, 580, 1135]
article-paragraph: Mr Thos. G. W. Russell, Minister of Internal Affairs, was a passenger from Wellington by yesterday's ferry steamer, and went on to Dunedin by the express. Mr Russell returns to Christchurch next Tuesday, and the following day attends the Hospital Board conference respecting the extension of the Cashmere Sanatorium.: [994, 723, 1108, 834]
article-paragraph: Superintendent Woolley, who has been in charge of the Auckland Fire Brigade since the end of 1901, has resigned, owing to ill-health.: [994, 227, 1108, 278]
corr-title: TO CORRESPONDENTS: [730, 1935, 846, 1946]
cliffords-title: CLIFFORD'S STUDIOS,: [16, 1012, 168, 1028]
divider: [724, 1929, 852, 1930]
vacuum-body: You know you can spend a lot of money on a flask, they run up to big prices. Munson's 2s 6d and 5s 6d flasks are perfect. Munson's.: [724, 2118, 852, 2159]
article-paragraph: Replying to a question on the subject of these rumours, the Defence Minister said simply, "Idle rumours.": [724, 505, 852, 546]
